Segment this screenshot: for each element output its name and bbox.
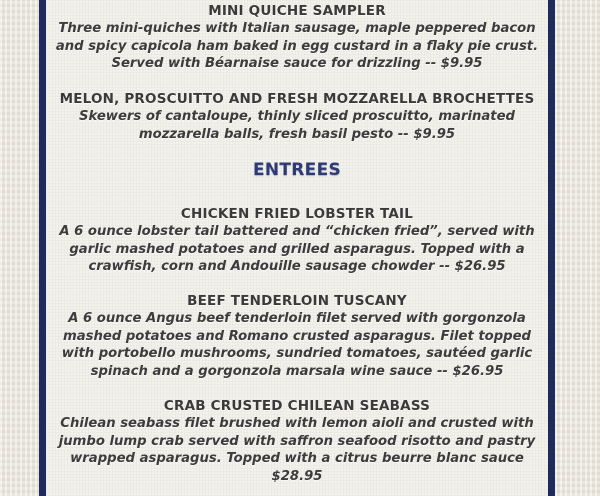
section-heading-entrees: ENTREES [252,160,342,180]
item-description-line: wrapped asparagus. Topped with a citrus beurre blanc sauce [70,451,524,466]
item-title: MINI QUICHE SAMPLER [208,3,386,19]
item-description-line: A 6 ounce Angus beef tenderloin filet served with gorgonzola [68,311,526,326]
menu-item-mini-quiche [46,2,548,73]
item-description-line: mashed potatoes and Romano crusted asparagus. Filet topped [63,328,531,344]
item-description-line: $28.95 [271,468,323,484]
item-description-line: Chilean seabass filet brushed with lemon aioli and crusted with [60,416,534,431]
menu-item-beef-tenderloin [46,292,548,380]
item-title: CRAB CRUSTED CHILEAN SEABASS [163,398,431,414]
item-description-line: garlic mashed potatoes and grilled asparagus. Topped with a [69,241,525,257]
item-description-line: crawfish, corn and Andouille sausage chowder -- $26.95 [88,259,506,274]
item-description-line: and spicy capicola ham baked in egg custard in a flaky pie crust. [55,38,539,54]
menu-panel [46,0,548,496]
item-description-line: mozzarella balls, fresh basil pesto -- $9.95 [138,126,456,142]
menu-item-lobster-tail [46,205,548,276]
item-description-line: Skewers of cantaloupe, thinly sliced proscuitto, marinated [79,109,515,124]
menu-item-seabass [46,397,548,485]
menu-item-melon-brochettes [46,90,548,143]
item-description-line: Served with Béarnaise sauce for drizzling -- $9.95 [111,56,483,71]
item-description-line: with portobello mushrooms, sundried tomatoes, sautéed garlic [61,346,533,361]
item-description-line: jumbo lump crab served with saffron seafood risotto and pastry [58,433,536,449]
item-title: BEEF TENDERLOIN TUSCANY [187,293,407,309]
item-description-line: A 6 ounce lobster tail battered and “chicken fried”, served with [59,224,535,239]
item-description-line: Three mini-quiches with Italian sausage, maple peppered bacon [58,21,536,36]
item-title: MELON, PROSCUITTO AND FRESH MOZZARELLA BROCHETTES [59,91,535,107]
item-description-line: spinach and a gorgonzola marsala wine sauce -- $26.95 [90,363,504,379]
item-title: CHICKEN FRIED LOBSTER TAIL [180,206,414,222]
